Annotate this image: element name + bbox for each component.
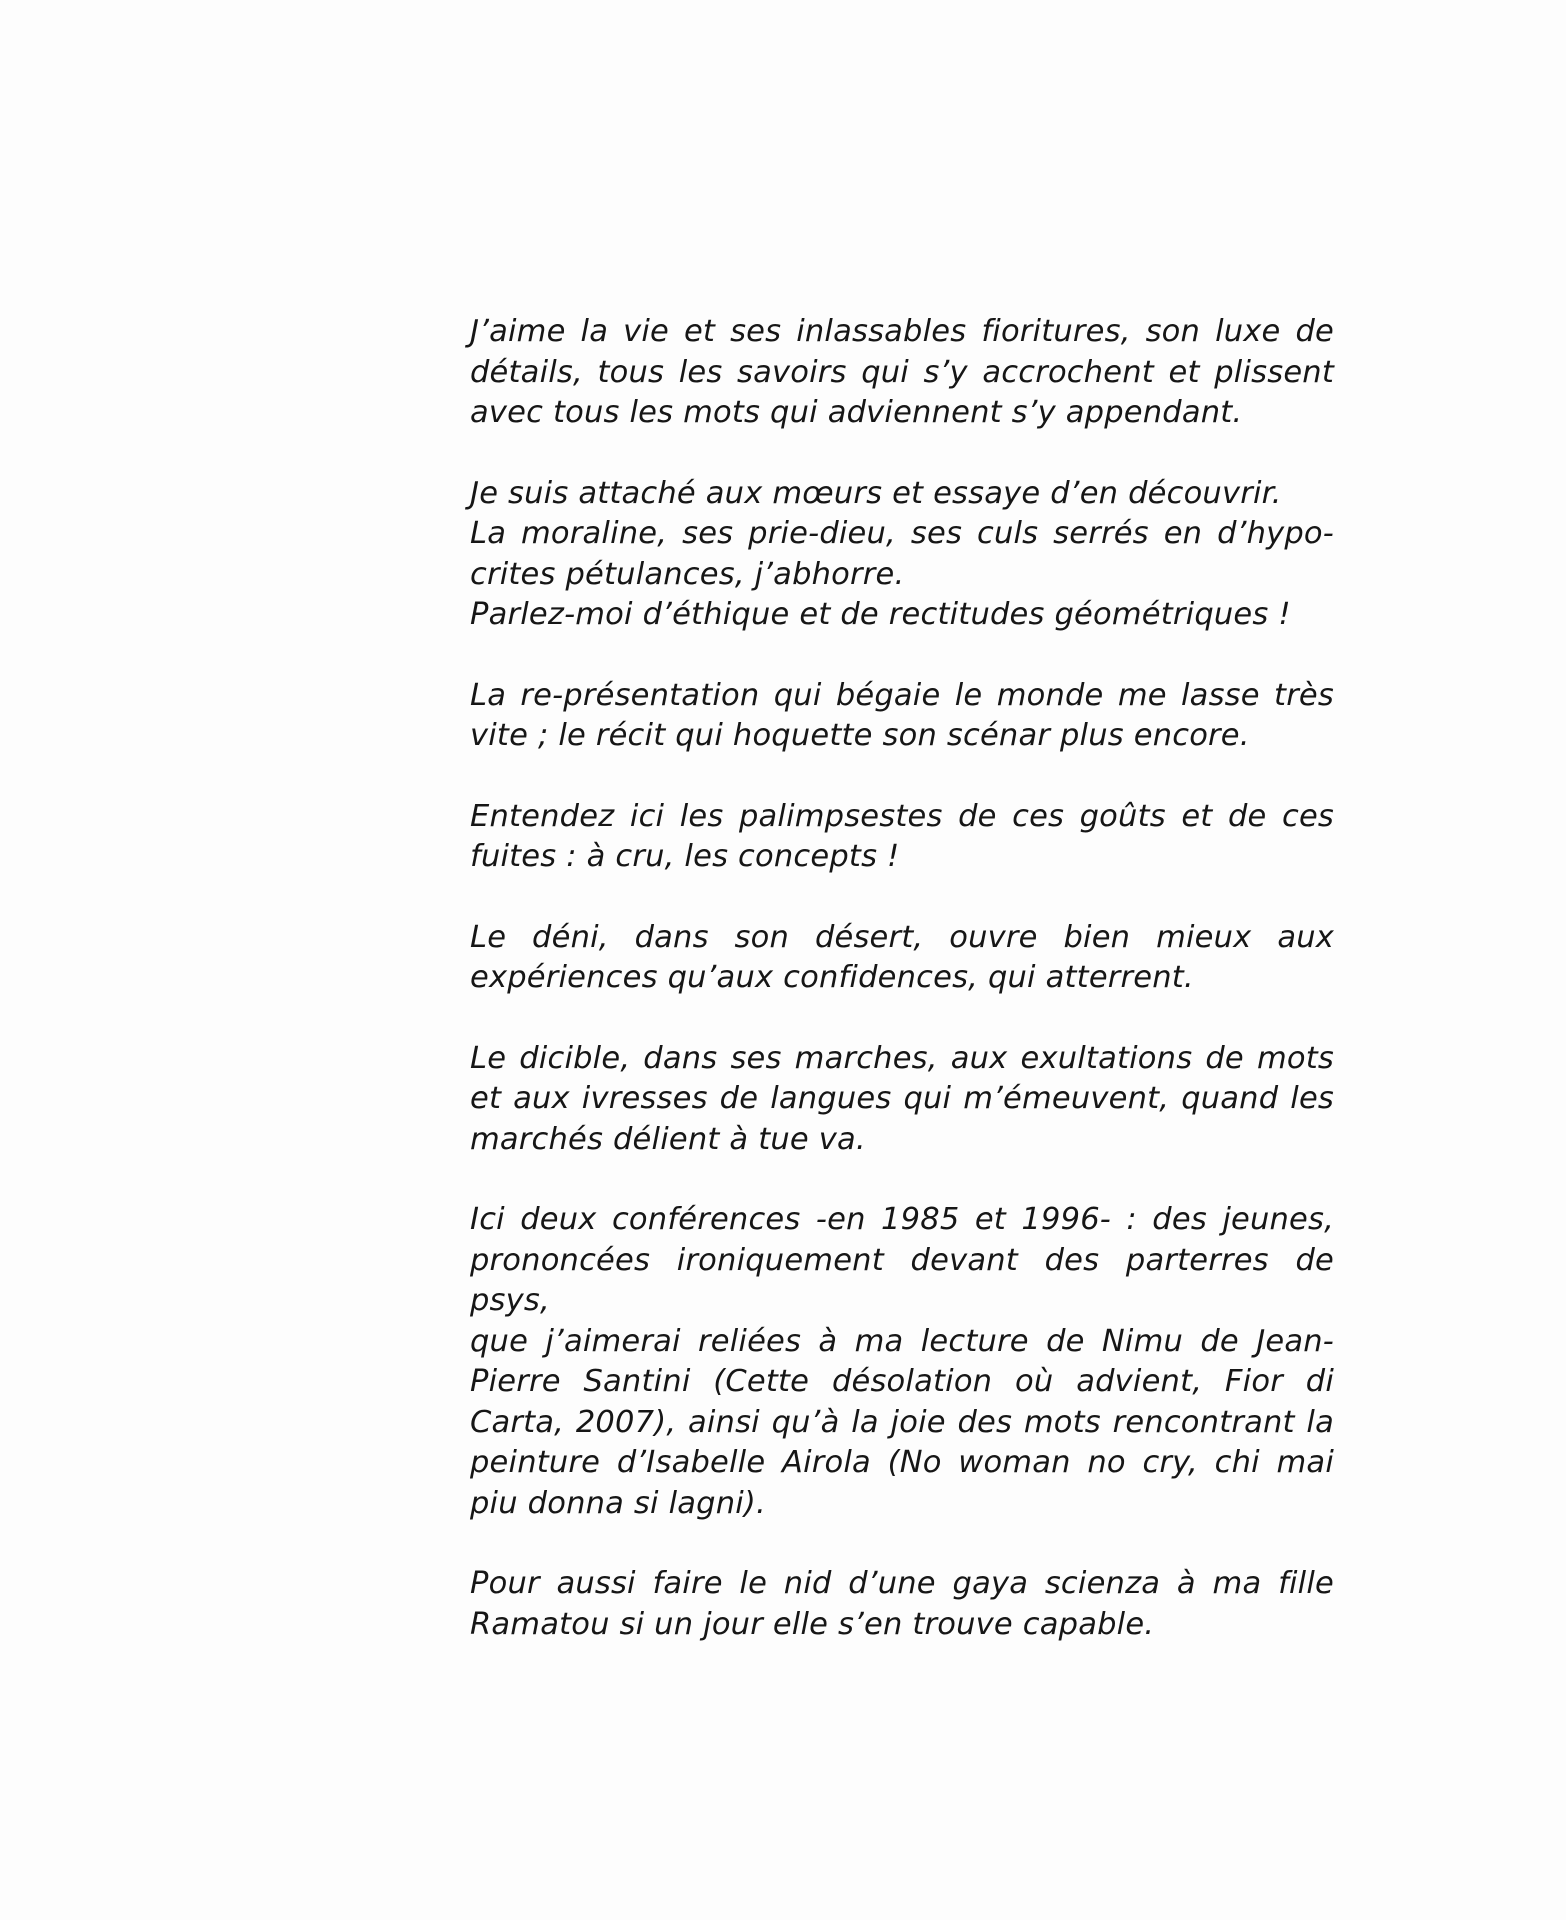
text-line: détails, tous les savoirs qui s’y accrochent et plissent xyxy=(470,354,1334,390)
text-line: J’aime la vie et ses inlassables fioritures, son luxe de xyxy=(470,314,1334,349)
text-line: Le déni, dans son désert, ouvre bien mieux aux xyxy=(470,919,1334,955)
paragraph-4 xyxy=(470,797,1334,878)
body-text xyxy=(470,312,1334,1685)
paragraph-7 xyxy=(470,1200,1334,1524)
paragraph-1 xyxy=(470,312,1334,434)
text-line: et aux ivresses de langues qui m’émeuvent, quand les xyxy=(470,1081,1334,1116)
text-line: avec tous les mots qui adviennent s’y appendant. xyxy=(470,395,1243,430)
paragraph-5 xyxy=(470,918,1334,999)
paragraph-6 xyxy=(470,1039,1334,1161)
text-line: expériences qu’aux confidences, qui atterrent. xyxy=(470,960,1194,995)
paragraph-3 xyxy=(470,676,1334,757)
text-line: Je suis attaché aux mœurs et essaye d’en découvrir. xyxy=(470,475,1282,511)
text-line: Carta, 2007), ainsi qu’à la joie des mots rencontrant la xyxy=(470,1404,1334,1440)
text-line: Parlez-moi d’éthique et de rectitudes géométriques ! xyxy=(470,597,1291,632)
text-line: Ici deux conférences -en 1985 et 1996- : des jeunes, xyxy=(470,1202,1334,1237)
text-line: Pierre Santini (Cette désolation où advient, Fior di xyxy=(470,1364,1334,1399)
text-line: piu donna si lagni). xyxy=(470,1485,766,1521)
text-line: prononcées ironiquement devant des parterres de psys, xyxy=(470,1242,1334,1318)
text-line: La moraline, ses prie-dieu, ses culs serrés en d’hypo- xyxy=(470,516,1334,551)
text-line: que j’aimerai reliées à ma lecture de Nimu de Jean- xyxy=(470,1323,1334,1359)
text-line: peinture d’Isabelle Airola (No woman no cry, chi mai xyxy=(470,1445,1334,1480)
text-line: Entendez ici les palimpsestes de ces goûts et de ces xyxy=(470,798,1334,834)
text-line: vite ; le récit qui hoquette son scénar plus encore. xyxy=(470,718,1250,753)
text-line: fuites : à cru, les concepts ! xyxy=(470,839,900,874)
text-line: crites pétulances, j’abhorre. xyxy=(470,556,905,592)
text-line: marchés délient à tue va. xyxy=(470,1121,866,1157)
text-line: Ramatou si un jour elle s’en trouve capable. xyxy=(470,1606,1155,1642)
text-line: La re-présentation qui bégaie le monde me lasse très xyxy=(470,677,1334,713)
text-line: Le dicible, dans ses marches, aux exultations de mots xyxy=(470,1040,1334,1076)
text-line: Pour aussi faire le nid d’une gaya scienza à ma fille xyxy=(470,1566,1334,1601)
paragraph-2 xyxy=(470,474,1334,636)
paragraph-8 xyxy=(470,1564,1334,1645)
